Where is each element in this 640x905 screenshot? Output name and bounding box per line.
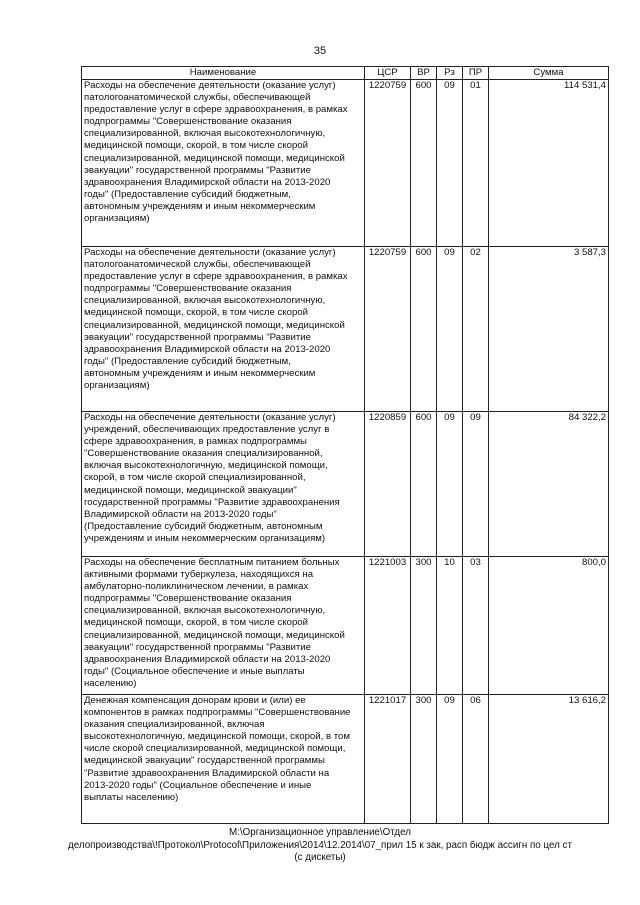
row-csr-cell: 1220759 bbox=[365, 80, 411, 247]
row-name-line: специализированной, медицинской помощи, медицинской bbox=[84, 629, 345, 641]
row-rz-cell: 10 bbox=[437, 557, 463, 695]
row-name-line: "Развитие здравоохранения Владимирской области на bbox=[84, 767, 330, 779]
row-pr-cell: 09 bbox=[463, 412, 489, 557]
row-name-line: специализированной, медицинской помощи, медицинской bbox=[84, 319, 345, 331]
row-name-line: автономным учреждениям и иным некоммерческим bbox=[84, 200, 316, 212]
header-pr: ПР bbox=[463, 67, 489, 80]
row-name-line: медицинской помощи, скорой, в том числе скорой bbox=[84, 140, 309, 152]
row-name-line: сфере здравоохранения, в рамках подпрограммы bbox=[84, 436, 307, 448]
row-name-line: специализированной, включая высокотехнологичную, bbox=[84, 605, 326, 617]
row-csr-cell: 1221003 bbox=[365, 557, 411, 695]
row-pr-cell: 03 bbox=[463, 557, 489, 695]
footer-line-3: (с дискеты) bbox=[294, 852, 346, 863]
row-name-line: медицинской помощи, скорой, в том числе скорой bbox=[84, 617, 309, 629]
row-vr-cell: 600 bbox=[411, 80, 437, 247]
header-vr: ВР bbox=[411, 67, 437, 80]
row-name-line: Расходы на обеспечение бесплатным питанием больных bbox=[84, 557, 340, 568]
row-rz-cell: 09 bbox=[437, 695, 463, 824]
row-vr-cell: 600 bbox=[411, 412, 437, 557]
table-row bbox=[82, 80, 609, 247]
row-pr-cell: 06 bbox=[463, 695, 489, 824]
row-pr-cell: 01 bbox=[463, 80, 489, 247]
row-name-line: Денежная компенсация донорам крови и (или) ее bbox=[84, 695, 306, 706]
row-name-line: учреждениям и иным некоммерческим организациям) bbox=[84, 532, 326, 544]
table-row bbox=[82, 412, 609, 557]
row-csr-cell: 1220759 bbox=[365, 247, 411, 412]
row-name-line: здравоохранения Владимирской области на 2013-2020 bbox=[84, 176, 331, 188]
row-name-line: подпрограммы "Совершенствование оказания bbox=[84, 283, 292, 295]
row-name-line: эвакуации" государственной программы "Развитие bbox=[84, 641, 311, 653]
row-name-line: здравоохранения Владимирской области на 2013-2020 bbox=[84, 653, 331, 665]
table-row bbox=[82, 695, 609, 824]
row-name-line: эвакуации" государственной программы "Развитие bbox=[84, 164, 311, 176]
table-row bbox=[82, 557, 609, 695]
row-sum-cell: 84 322,2 bbox=[489, 412, 609, 557]
row-name-line: Расходы на обеспечение деятельности (оказание услуг) bbox=[84, 247, 336, 258]
page-number: 35 bbox=[313, 45, 327, 57]
row-name-line: годы" (Социальное обеспечение и иные выплаты bbox=[84, 665, 305, 677]
row-name-line: организациям) bbox=[84, 380, 150, 392]
row-name-line: числе скорой специализированной, медицинской помощи, bbox=[84, 743, 346, 755]
row-rz-cell: 09 bbox=[437, 247, 463, 412]
row-name-line: годы" (Предоставление субсидий бюджетным, bbox=[84, 188, 291, 200]
row-name-line: выплаты населению) bbox=[84, 791, 179, 803]
row-vr-cell: 300 bbox=[411, 695, 437, 824]
row-csr-cell: 1221017 bbox=[365, 695, 411, 824]
row-rz-cell: 09 bbox=[437, 80, 463, 247]
row-name-cell bbox=[82, 695, 365, 824]
row-name-line: высокотехнологичную, медицинской помощи, скорой, в том bbox=[84, 731, 350, 743]
row-name-cell bbox=[82, 80, 365, 247]
row-name-line: скорой, в том числе скорой специализированной, bbox=[84, 472, 306, 484]
row-csr-cell: 1220859 bbox=[365, 412, 411, 557]
row-name-line: автономным учреждениям и иным некоммерческим bbox=[84, 367, 316, 379]
row-name-line: подпрограммы "Совершенствование оказания bbox=[84, 116, 292, 128]
footer-line-1: М:\Организационное управление\Отдел bbox=[229, 827, 411, 838]
row-name-line: Расходы на обеспечение деятельности (оказание услуг) bbox=[84, 412, 336, 423]
row-name-line: амбулаторно-поликлиническом лечении, в рамках bbox=[84, 581, 309, 593]
row-name-line: населению) bbox=[84, 677, 137, 689]
row-vr-cell: 300 bbox=[411, 557, 437, 695]
row-name-line: компонентов в рамках подпрограммы "Совершенствование bbox=[84, 707, 351, 719]
row-name-line: "Совершенствование оказания специализированной, bbox=[84, 448, 323, 460]
row-name-line: медицинской эвакуации" государственной программы bbox=[84, 755, 325, 767]
row-name-line: Владимирской области на 2013-2020 годы" bbox=[84, 508, 277, 520]
row-name-line: оказания специализированной, включая bbox=[84, 719, 265, 731]
row-name-line: активными формами туберкулеза, находящихся на bbox=[84, 569, 314, 581]
row-name-line: специализированной, включая высокотехнологичную, bbox=[84, 128, 326, 140]
row-name-line: специализированной, включая высокотехнологичную, bbox=[84, 295, 326, 307]
row-sum-cell: 800,0 bbox=[489, 557, 609, 695]
row-name-line: эвакуации" государственной программы "Развитие bbox=[84, 331, 311, 343]
row-name-line: здравоохранения Владимирской области на 2013-2020 bbox=[84, 343, 331, 355]
row-pr-cell: 02 bbox=[463, 247, 489, 412]
row-sum-cell: 114 531,4 bbox=[489, 80, 609, 247]
row-name-line: патологоанатомической службы, обеспечивающей bbox=[84, 92, 311, 104]
row-name-line: (Предоставление субсидий бюджетным, автономным bbox=[84, 520, 323, 532]
row-name-cell bbox=[82, 247, 365, 412]
table-header-row bbox=[82, 67, 609, 80]
row-name-line: государственной программы "Развитие здравоохранения bbox=[84, 496, 340, 508]
file-path-footer bbox=[0, 827, 640, 865]
row-name-line: подпрограммы "Совершенствование оказания bbox=[84, 593, 292, 605]
footer-line-2: делопроизводства\!Протокол\Protocol\Приложения\2014\12.2014\07_прил 15 к зак, расп бюдж ассигн по цел ст bbox=[68, 839, 572, 851]
table-row bbox=[82, 247, 609, 412]
row-name-line: медицинской помощи, медицинской эвакуации" bbox=[84, 484, 297, 496]
row-sum-cell: 3 587,3 bbox=[489, 247, 609, 412]
row-name-line: специализированной, медицинской помощи, медицинской bbox=[84, 152, 345, 164]
row-name-line: учреждений, обеспечивающих предоставление услуг в bbox=[84, 424, 330, 436]
header-name: Наименование bbox=[82, 67, 365, 80]
header-sum: Сумма bbox=[489, 67, 609, 80]
row-name-line: 2013-2020 годы" (Социальное обеспечение и иные bbox=[84, 779, 312, 791]
row-name-cell bbox=[82, 557, 365, 695]
row-name-line: организациям) bbox=[84, 213, 150, 225]
row-sum-cell: 13 616,2 bbox=[489, 695, 609, 824]
row-name-line: Расходы на обеспечение деятельности (оказание услуг) bbox=[84, 80, 336, 91]
row-vr-cell: 600 bbox=[411, 247, 437, 412]
header-rz: Рз bbox=[437, 67, 463, 80]
row-name-line: медицинской помощи, скорой, в том числе скорой bbox=[84, 307, 309, 319]
row-name-line: предоставление услуг в сфере здравоохранения, в рамках bbox=[84, 104, 348, 116]
row-name-line: включая высокотехнологичную, медицинской помощи, bbox=[84, 460, 328, 472]
row-name-cell bbox=[82, 412, 365, 557]
row-name-line: годы" (Предоставление субсидий бюджетным, bbox=[84, 355, 291, 367]
header-csr: ЦСР bbox=[365, 67, 411, 80]
row-name-line: патологоанатомической службы, обеспечивающей bbox=[84, 259, 311, 271]
row-rz-cell: 09 bbox=[437, 412, 463, 557]
budget-table bbox=[81, 66, 609, 824]
row-name-line: предоставление услуг в сфере здравоохранения, в рамках bbox=[84, 271, 348, 283]
